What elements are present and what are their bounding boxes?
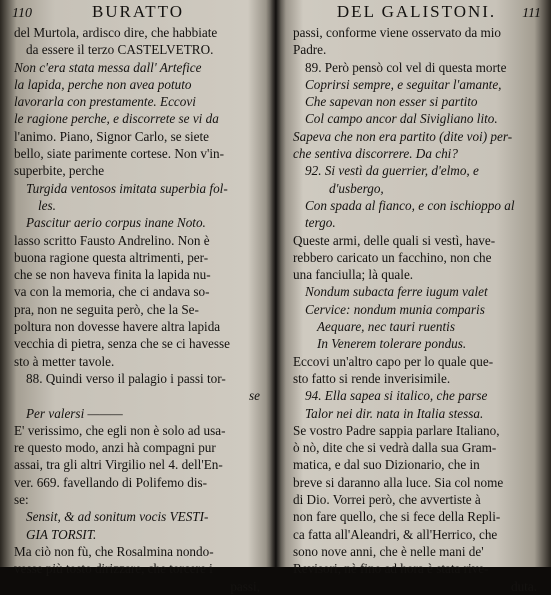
text-line: In Venerem tolerare pondus.	[317, 336, 467, 352]
text-line: va con la memoria, che ci andava so-	[14, 284, 210, 300]
text-line: non fare quello, che si fece della Repli-	[293, 509, 501, 525]
text-line: Sensit, & ad sonitum vocis VESTI-	[26, 509, 209, 525]
text-line: Con spada al fianco, e con ischioppo al	[305, 197, 515, 213]
text-line: 89. Però pensò col vel di questa morte	[305, 59, 507, 75]
text-line: di Dio. Vorrei però, che avvertiste à	[293, 492, 481, 508]
text-line: ca fatta all'Aleandri, & all'Herrico, che	[293, 526, 498, 542]
text-line: Non c'era stata messa dall' Artefice	[14, 59, 202, 75]
text-line: Pascitur aerio corpus inane Noto.	[26, 215, 206, 231]
text-line: da essere il terzo CASTELVETRO.	[26, 42, 214, 58]
left-running-head: BURATTO	[91, 2, 185, 21]
text-line: re questo modo, anzi hà compagni pur	[14, 440, 216, 456]
text-line: Turgida ventosos imitata superbia fol-	[26, 180, 228, 196]
text-line: Per valersi ———	[26, 405, 123, 421]
text-line: ver. 669. favellando di Polifemo dis-	[14, 474, 208, 490]
text-line: Coprirsi sempre, e seguitar l'amante,	[305, 76, 502, 92]
text-line: lasso scritto Fausto Andrelino. Non è	[14, 232, 210, 248]
text-line: buona ragione questa altrimenti, per-	[14, 249, 209, 265]
text-line: che se non haveva finita la lapida nu-	[14, 267, 211, 283]
text-line: rebbero caricato un facchino, non che	[293, 249, 492, 265]
right-page	[279, 0, 551, 594]
text-line: lavorarla con prestamente. Eccovi	[14, 94, 196, 110]
text-line: Padre.	[293, 42, 327, 58]
text-line: Col campo ancor dal Sivigliano lito.	[305, 111, 498, 127]
text-line: vecchia di pietra, senza che se ci havesse	[14, 336, 231, 352]
left-page-header	[0, 0, 272, 24]
text-line: passi,	[230, 578, 260, 594]
text-line: E' verissimo, che egli non è solo ad usa-	[14, 422, 226, 438]
text-line: Talor nei dir. nata in Italia stessa.	[305, 405, 484, 421]
text-line: ò nò, dite che si vedrà dalla sua Gram-	[293, 440, 497, 456]
text-line: les.	[38, 197, 56, 213]
text-line: matica, e dal suo Dizionario, che in	[293, 457, 480, 473]
text-line: Se vostro Padre sappia parlare Italiano,	[293, 422, 500, 438]
text-line: Cervice: nondum munia comparis	[305, 301, 485, 317]
text-line: Sapeva che non era partito (dite voi) per-	[293, 128, 513, 144]
text-line: 92. Si vestì da guerrier, d'elmo, e	[305, 163, 479, 179]
text-line: d'usbergo,	[329, 180, 384, 196]
right-running-head: DEL GALISTONI.	[336, 2, 497, 21]
right-page-text	[279, 24, 551, 595]
text-line: Aequare, nec tauri ruentis	[317, 319, 455, 335]
text-line: che sentiva discorrere. Da chi?	[293, 146, 458, 162]
text-line: Revisori, nè fino ad hora è stata rive-	[293, 561, 489, 577]
left-page-number: 110	[12, 6, 32, 21]
text-line: bello, siate parimente cortese. Non v'in-	[14, 146, 225, 162]
left-page	[0, 0, 272, 594]
text-line: duta.	[510, 578, 537, 594]
right-page-number: 111	[522, 6, 541, 21]
text-line: poltura non dovesse havere altra lapida	[14, 319, 221, 335]
text-line: Queste armi, delle quali si vestì, have-	[293, 232, 496, 248]
text-line: se:	[14, 492, 29, 508]
text-line: 94. Ella sapea si italico, che parse	[305, 388, 488, 404]
text-line: breve si daranno alla luce. Sia col nome	[293, 474, 504, 490]
text-line: del Murtola, ardisco dire, che habbiate	[14, 25, 218, 40]
text-line: 88. Quindi verso il palagio i passi tor-	[26, 370, 226, 386]
text-line: Nondum subacta ferre iugum valet	[305, 284, 488, 300]
text-line: sono nove anni, che è nelle mani de'	[293, 543, 484, 559]
text-line: Che sapevan non esser si partito	[305, 94, 478, 110]
text-line: pra, non ne seguita però, che la Se-	[14, 301, 199, 317]
text-line: sto fatto si rende inverisimile.	[293, 370, 451, 386]
text-line: GIA TORSIT.	[26, 526, 97, 542]
left-page-text	[0, 24, 272, 595]
right-page-header	[279, 0, 551, 24]
text-line: assai, tra gli altri Virgilio nel 4. dell'En-	[14, 457, 223, 473]
text-line: le ragione perche, e discorrete se vi da	[14, 111, 219, 127]
text-line: tergo.	[305, 215, 336, 231]
text-line: se	[249, 388, 260, 404]
text-line: sto à metter tavole.	[14, 353, 115, 369]
text-line: una fanciulla; là quale.	[293, 267, 414, 283]
text-line: Eccovi un'altro capo per lo quale que-	[293, 353, 494, 369]
text-line: superbite, perche	[14, 163, 105, 179]
text-line: Ma ciò non fù, che Rosalmina nondo-	[14, 543, 214, 559]
text-line: passi, conforme viene osservato da mio	[293, 25, 502, 40]
text-line: l'animo. Piano, Signor Carlo, se siete	[14, 128, 210, 144]
text-line: la lapida, perche non avea potuto	[14, 76, 192, 92]
text-line: vesse più tosto dirizzare, che torcere i	[14, 561, 213, 577]
